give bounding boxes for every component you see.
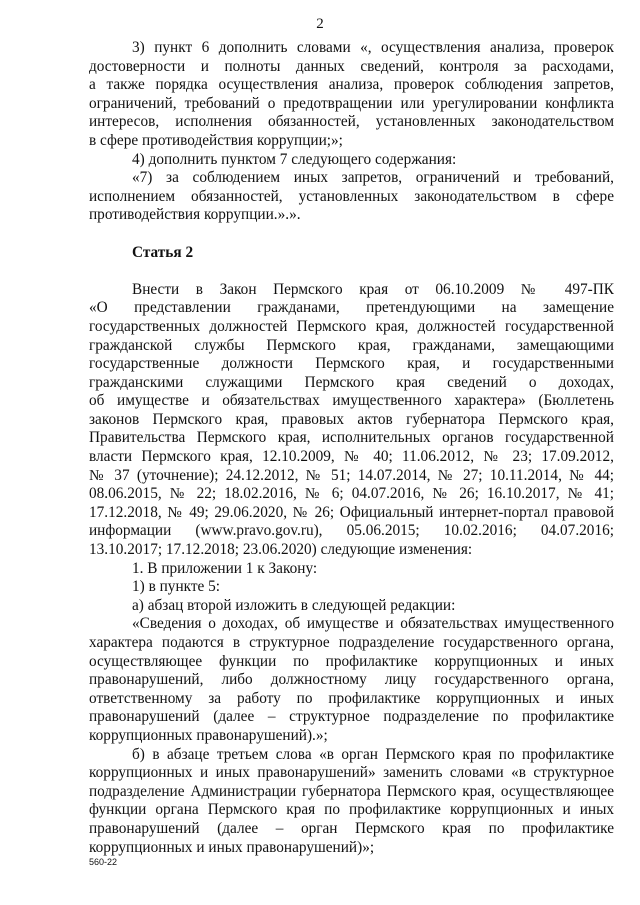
text-line: коррупционных и иных правонарушений» заменить словами «в структурное	[89, 764, 614, 782]
text-line: государственные должности Пермского края, и государственными	[89, 355, 614, 373]
text-line: гражданской службы Пермского края, гражданами, замещающими	[89, 336, 614, 354]
text-line: б) в абзаце третьем слова «в орган Пермского края по профилактике	[132, 745, 614, 763]
document-code: 560-22	[89, 857, 118, 867]
text-line: 17.12.2018, № 49; 29.06.2020, № 26; Официальный интернет-портал правовой	[89, 503, 614, 521]
text-line: гражданскими служащими Пермского края сведений о доходах,	[89, 373, 614, 391]
text-line: а) абзац второй изложить в следующей редакции:	[132, 596, 456, 614]
text-line: «Сведения о доходах, об имуществе и обязательствах имущественного	[132, 615, 614, 633]
text-line: власти Пермского края, 12.10.2009, № 40; 11.06.2012, № 23; 17.09.2012,	[89, 448, 614, 466]
text-line: Внести в Закон Пермского края от 06.10.2009 № 497-ПК	[132, 280, 614, 298]
paragraph-point-5	[89, 578, 614, 597]
text-line: «О представлении гражданами, претендующими на замещение	[89, 299, 614, 317]
text-line: в сфере противодействия коррупции;»;	[89, 131, 343, 149]
paragraph-sub-a	[89, 597, 614, 616]
text-line: 08.06.2015, № 22; 18.02.2016, № 6; 04.07.2016, № 26; 16.10.2017, № 41;	[89, 485, 614, 503]
text-line: об имуществе и обязательствах имущественного характера» (Бюллетень	[89, 392, 614, 410]
paragraph-item-3	[89, 39, 614, 151]
text-line: информации (www.pravo.gov.ru), 05.06.2015; 10.02.2016; 04.07.2016;	[89, 522, 614, 540]
text-line: 3) пункт 6 дополнить словами «, осуществления анализа, проверок	[132, 39, 614, 56]
text-line: 13.10.2017; 17.12.2018; 23.06.2020) следующие изменения:	[89, 541, 473, 559]
paragraph-point-7	[89, 169, 614, 225]
text-line: правонарушений, либо должностному лицу государственного органа,	[89, 671, 614, 689]
text-line: 1. В приложении 1 к Закону:	[132, 559, 318, 577]
paragraph-amendment-intro	[89, 281, 614, 560]
text-line: № 37 (уточнение); 24.12.2012, № 51; 14.07.2014, № 27; 10.11.2014, № 44;	[89, 466, 614, 484]
text-line: правонарушений (далее – орган Пермского края по профилактике	[89, 819, 614, 837]
spacer	[89, 225, 614, 244]
text-line: Правительства Пермского края, исполнительных органов государственной	[89, 429, 614, 447]
text-line: государственных должностей Пермского края, должностей государственной	[89, 317, 614, 335]
text-line: а также порядка осуществления анализа, проверок соблюдения запретов,	[89, 76, 614, 94]
paragraph-sub-b	[89, 746, 614, 858]
document-body	[89, 39, 614, 857]
text-line: противодействия коррупции.».».	[89, 206, 301, 224]
text-line: исполнением обязанностей, установленных законодательством в сфере	[89, 187, 614, 205]
text-line: ответственному за работу по профилактике коррупционных и иных	[89, 689, 614, 707]
text-line: функции органа Пермского края по профилактике коррупционных и иных	[89, 801, 614, 819]
text-line: правонарушений (далее – структурное подразделение по профилактике	[89, 708, 614, 726]
text-line: коррупционных и иных правонарушений)»;	[89, 838, 375, 856]
spacer	[89, 262, 614, 281]
paragraph-quoted-text	[89, 615, 614, 745]
text-line: 1) в пункте 5:	[132, 578, 221, 596]
page-number: 2	[316, 16, 324, 32]
text-line: «7) за соблюдением иных запретов, ограничений и требований,	[132, 169, 614, 187]
text-line: 4) дополнить пунктом 7 следующего содержания:	[132, 150, 457, 168]
paragraph-item-4	[89, 151, 614, 170]
text-line: подразделение Администрации губернатора Пермского края, осуществляющее	[89, 782, 614, 800]
text-line: коррупционных правонарушений).»;	[89, 726, 328, 744]
text-line: интересов, исполнения обязанностей, установленных законодательством	[89, 113, 614, 131]
text-line: осуществляющее функции по профилактике коррупционных и иных	[89, 652, 614, 670]
text-line: характера подаются в структурное подразделение государственного органа,	[89, 634, 614, 651]
paragraph-appendix-1	[89, 560, 614, 579]
text-line: ограничений, требований о предотвращении или урегулировании конфликта	[89, 94, 614, 112]
text-line: законов Пермского края, правовых актов губернатора Пермского края,	[89, 410, 614, 428]
text-line: достоверности и полноты данных сведений, контроля за расходами,	[89, 57, 614, 75]
article-heading: Статья 2	[132, 243, 194, 261]
